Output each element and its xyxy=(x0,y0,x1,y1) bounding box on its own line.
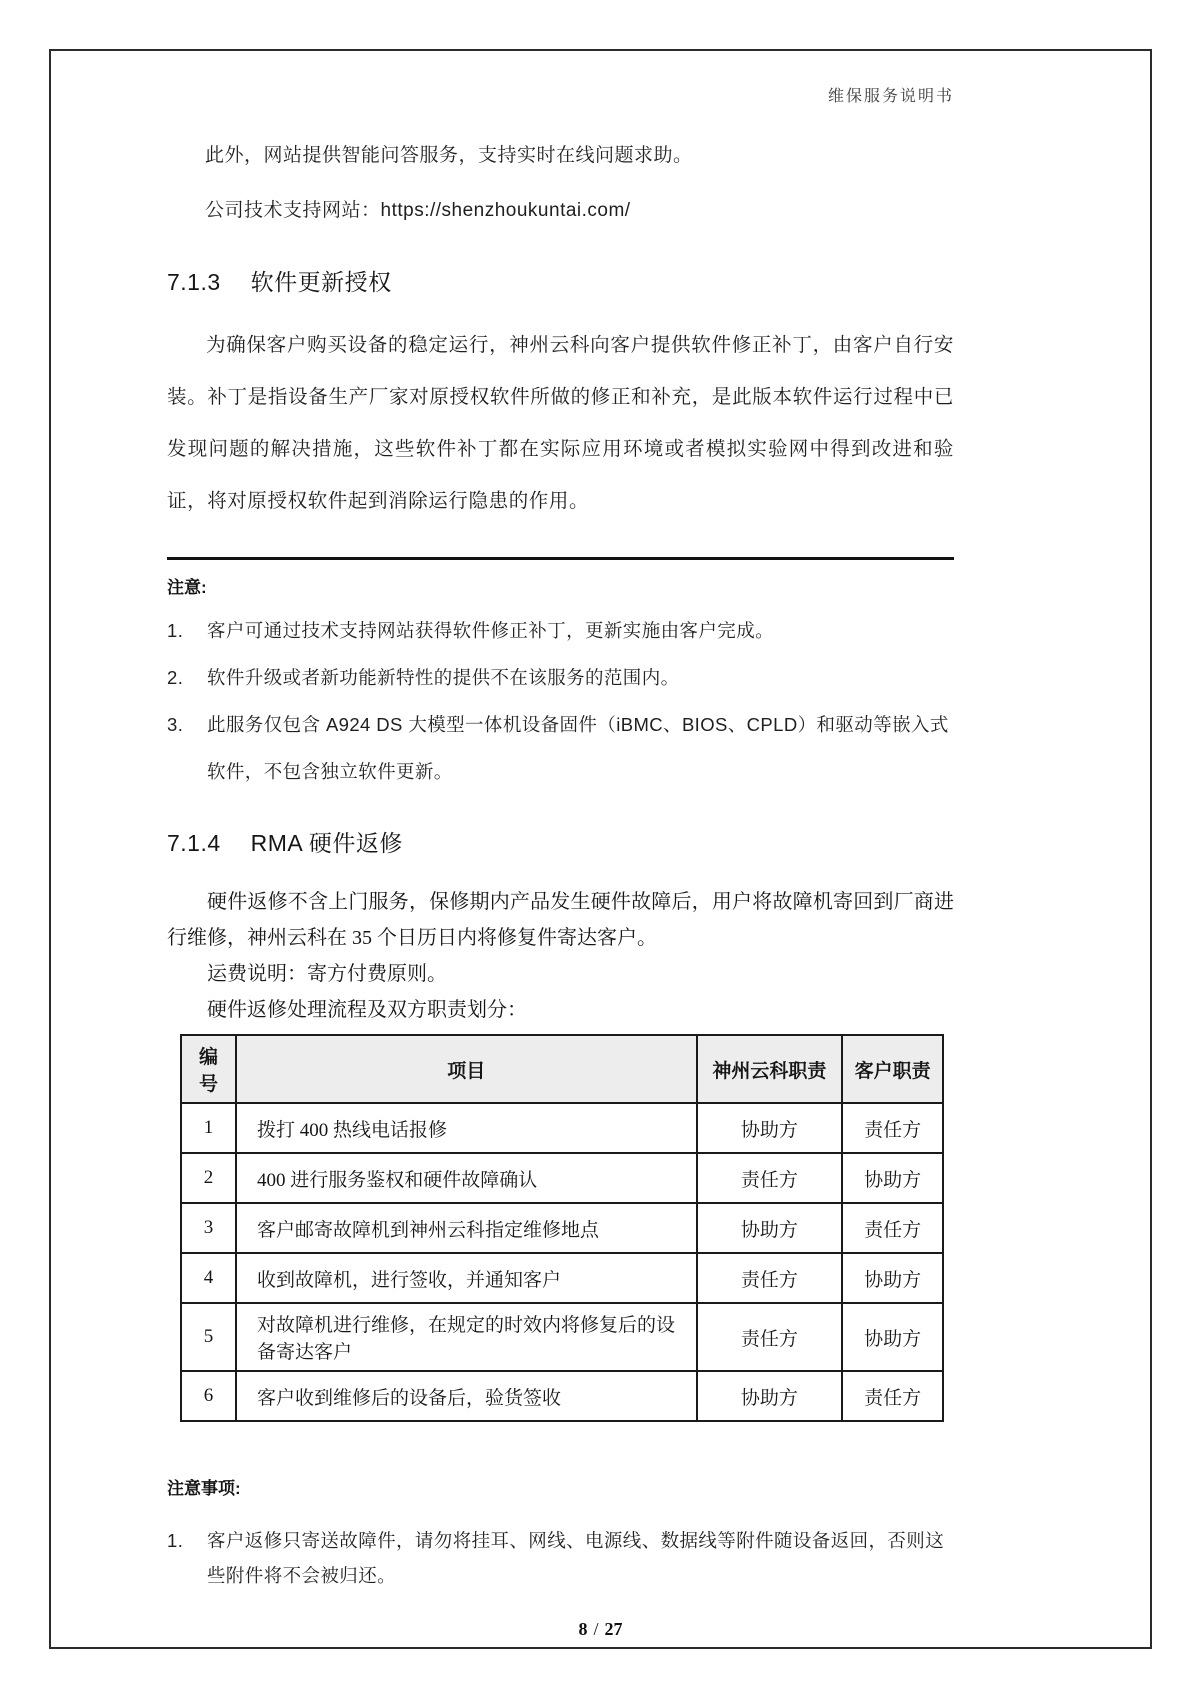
note-item-text: 客户可通过技术支持网站获得软件修正补丁，更新实施由客户完成。 xyxy=(207,620,775,641)
cell-item: 收到故障机，进行签收，并通知客户 xyxy=(236,1253,697,1303)
cell-vendor-role: 协助方 xyxy=(697,1103,843,1153)
note-label: 注意: xyxy=(167,578,207,597)
note-item-number: 1. xyxy=(167,620,184,641)
note-label: 注意事项: xyxy=(167,1479,241,1498)
table-row xyxy=(181,1153,943,1203)
table-row xyxy=(181,1303,943,1371)
cell-customer-role: 责任方 xyxy=(842,1103,943,1153)
document-header-title: 维保服务说明书 xyxy=(827,88,954,105)
page-number-separator: / xyxy=(593,1619,599,1639)
rma-paragraph-1: 硬件返修不含上门服务，保修期内产品发生硬件故障后，用户将故障机寄回到厂商进行维修，神州云科在 35 个日历日内将修复件寄达客户。 xyxy=(167,891,954,949)
table-header-vendor-role: 神州云科职责 xyxy=(697,1035,843,1103)
page-frame xyxy=(49,49,1152,1649)
note-list xyxy=(167,1523,954,1593)
cell-number: 2 xyxy=(181,1153,236,1203)
cell-number: 6 xyxy=(181,1371,236,1421)
note-item xyxy=(167,607,954,654)
cell-customer-role: 责任方 xyxy=(842,1371,943,1421)
cell-vendor-role: 责任方 xyxy=(697,1153,843,1203)
section-heading-7-1-3 xyxy=(167,264,954,297)
note-list xyxy=(167,607,954,795)
rma-responsibility-table xyxy=(180,1034,944,1422)
note-item-text: 软件升级或者新功能新特性的提供不在该服务的范围内。 xyxy=(207,667,680,688)
cell-vendor-role: 责任方 xyxy=(697,1303,843,1371)
rma-paragraph-2: 运费说明：寄方付费原则。 xyxy=(207,963,447,985)
page-number xyxy=(51,1619,1150,1640)
section-title: 软件更新授权 xyxy=(250,269,392,295)
cell-item: 客户收到维修后的设备后，验货签收 xyxy=(236,1371,697,1421)
horizontal-rule xyxy=(167,557,954,560)
page-number-total: 27 xyxy=(604,1619,623,1639)
note-item xyxy=(167,654,954,701)
cell-item: 400 进行服务鉴权和硬件故障确认 xyxy=(236,1153,697,1203)
table-header-item: 项目 xyxy=(236,1035,697,1103)
note-item-text: 此服务仅包含 A924 DS 大模型一体机设备固件（iBMC、BIOS、CPLD）和驱动等嵌入式软件，不包含独立软件更新。 xyxy=(207,714,949,782)
document-content xyxy=(51,142,1150,1593)
cell-item: 客户邮寄故障机到神州云科指定维修地点 xyxy=(236,1203,697,1253)
cell-vendor-role: 协助方 xyxy=(697,1203,843,1253)
table-row xyxy=(181,1253,943,1303)
cell-customer-role: 协助方 xyxy=(842,1153,943,1203)
cell-number: 3 xyxy=(181,1203,236,1253)
cell-item: 对故障机进行维修，在规定的时效内将修复后的设备寄达客户 xyxy=(236,1303,697,1371)
cell-vendor-role: 协助方 xyxy=(697,1371,843,1421)
table-header-number: 编号 xyxy=(181,1035,236,1103)
note-item-number: 1. xyxy=(167,1530,184,1551)
intro-paragraph-1: 此外，网站提供智能问答服务，支持实时在线问题求助。 xyxy=(205,145,693,166)
page-number-current: 8 xyxy=(578,1619,588,1639)
cell-vendor-role: 责任方 xyxy=(697,1253,843,1303)
cell-customer-role: 协助方 xyxy=(842,1303,943,1371)
section-7-1-3-body: 为确保客户购买设备的稳定运行，神州云科向客户提供软件修正补丁，由客户自行安装。补丁是指设备生产厂家对原授权软件所做的修正和补充，是此版本软件运行过程中已发现问题的解决措施，这些软件补丁都在实际应用环境或者模拟实验网中得到改进和验证，将对原授权软件起到消除运行隐患的作用。 xyxy=(167,334,954,512)
cell-number: 5 xyxy=(181,1303,236,1371)
cell-number: 4 xyxy=(181,1253,236,1303)
section-number: 7.1.4 xyxy=(167,830,221,856)
cell-number: 1 xyxy=(181,1103,236,1153)
table-row xyxy=(181,1103,943,1153)
table-row xyxy=(181,1203,943,1253)
intro-paragraph-2: 公司技术支持网站：https://shenzhoukuntai.com/ xyxy=(205,200,631,221)
note-item xyxy=(167,701,954,795)
note-item-number: 3. xyxy=(167,714,184,735)
cell-item: 拨打 400 热线电话报修 xyxy=(236,1103,697,1153)
cell-customer-role: 协助方 xyxy=(842,1253,943,1303)
note-item-number: 2. xyxy=(167,667,184,688)
cell-customer-role: 责任方 xyxy=(842,1203,943,1253)
note-item xyxy=(167,1523,954,1593)
table-row xyxy=(181,1371,943,1421)
note-item-text: 客户返修只寄送故障件，请勿将挂耳、网线、电源线、数据线等附件随设备返回，否则这些附件将不会被归还。 xyxy=(207,1530,945,1586)
rma-paragraph-3: 硬件返修处理流程及双方职责划分： xyxy=(207,999,527,1021)
section-title: RMA 硬件返修 xyxy=(250,830,403,856)
section-number: 7.1.3 xyxy=(167,269,221,295)
section-heading-7-1-4 xyxy=(167,825,954,858)
table-header-row xyxy=(181,1035,943,1103)
table-header-customer-role: 客户职责 xyxy=(842,1035,943,1103)
